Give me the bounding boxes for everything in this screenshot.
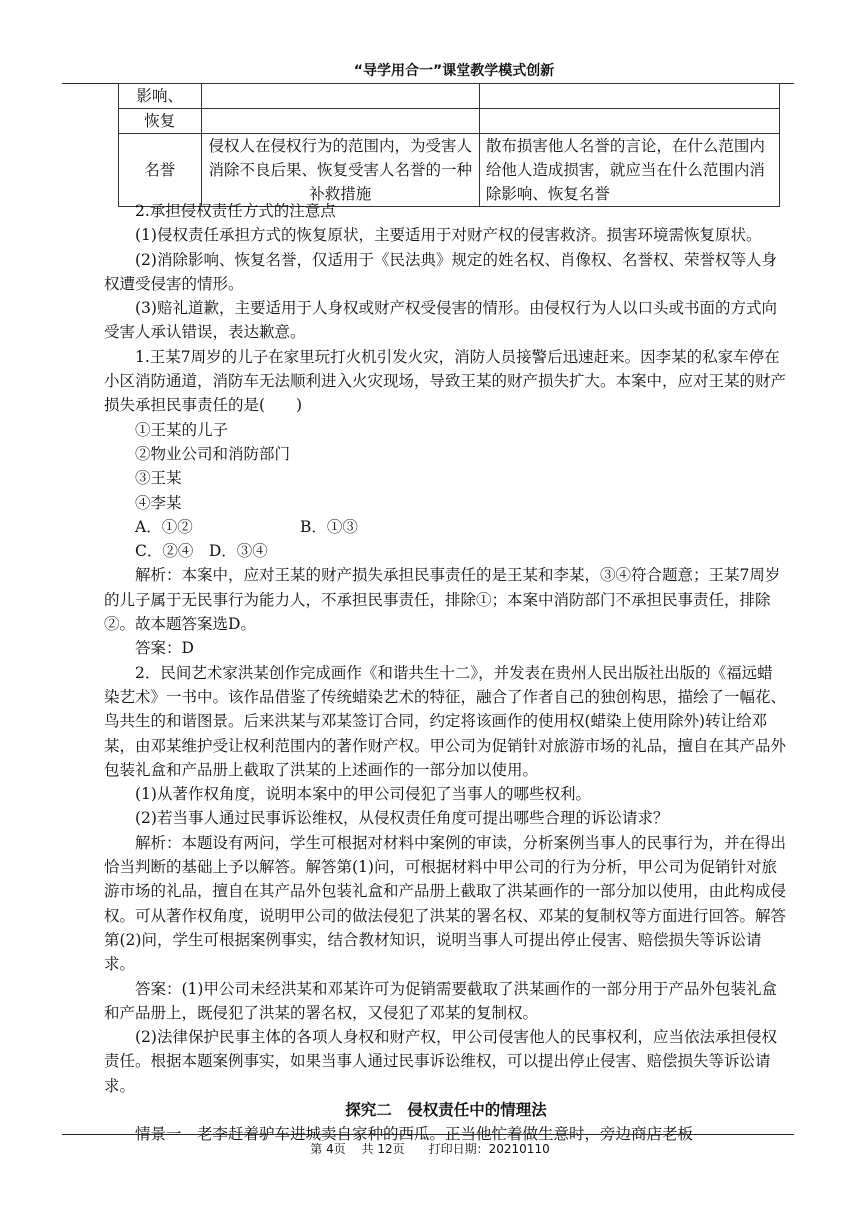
option-item: ④李某 [135, 493, 182, 512]
comparison-table [118, 83, 780, 207]
paragraph: (1)侵权责任承担方式的恢复原状，主要适用于对财产权的侵害救济。损害环境需恢复原状。 [135, 226, 762, 245]
option-item: ①王某的儿子 [135, 420, 229, 439]
analysis-1: 解析：本案中，应对王某的财产损失承担民事责任的是王某和李某，③④符合题意；王某7周岁的儿子属于无民事行为能力人，不承担民事责任，排除①；本案中消防部门不承担民事责任，排除②。故本题答案选D。 [104, 566, 781, 634]
analysis-2: 解析：本题设有两问，学生可根据对材料中案例的审读，分析案例当事人的民事行为，并在得出恰当判断的基础上予以解答。解答第(1)问，可根据材料中甲公司的行为分析，甲公司为促销针对旅游市场的礼品，擅自在其产品外包装礼盒和产品册上截取了洪某画作的一部分加以使用，由此构成侵权。可从著作权角度，说明甲公司的做法侵犯了洪某的署名权、邓某的复制权等方面进行回答。解答第(2)问，学生可根据案例事实，结合教材知识，说明当事人可提出停止侵害、赔偿损失等诉讼请求。 [104, 833, 787, 974]
table-cell [479, 109, 779, 134]
table-cell: 影响、 [119, 84, 202, 109]
choice-b: B．①③ [300, 517, 358, 536]
option-item: ②物业公司和消防部门 [135, 444, 291, 463]
answer-2-part-2: (2)法律保护民事主体的各项人身权和财产权，甲公司侵害他人的民事权利，应当依法承担侵权责任。根据本题案例事实，如果当事人通过民事诉讼维权，可以提出停止侵害、赔偿损失等诉讼请求。 [104, 1028, 777, 1095]
body-text [104, 199, 788, 1147]
subheading: 2.承担侵权责任方式的注意点 [135, 202, 336, 220]
table-row [119, 84, 780, 109]
section-title: 探究二 侵权责任中的情理法 [345, 1100, 547, 1119]
sub-question: (1)从著作权角度，说明本案中的甲公司侵犯了当事人的哪些权利。 [135, 785, 591, 804]
table-cell [201, 109, 479, 134]
option-item: ③王某 [135, 469, 182, 488]
scenario-text: 情景一 老李赶着驴车进城卖自家种的西瓜。正当他忙着做生意时，旁边商店老板 [135, 1125, 694, 1144]
page-header: “导学用合一”课堂教学模式创新 [353, 63, 555, 79]
choice-cd: C．②④ D．③④ [135, 542, 268, 561]
choice-a: A．①② [135, 517, 193, 536]
question-2: 2．民间艺术家洪某创作完成画作《和谐共生十二》，并发表在贵州人民出版社出版的《福远蜡染艺术》一书中。该作品借鉴了传统蜡染艺术的特征，融合了作者自己的独创构思，描绘了一幅花、鸟共生的和谐图景。后来洪某与邓某签订合同，约定将该画作的使用权(蜡染上使用除外)转让给邓某，由邓某维护受让权利范围内的著作财产权。甲公司为促销针对旅游市场的礼品，擅自在其产品外包装礼盒和产品册上截取了洪某的上述画作的一部分加以使用。 [104, 663, 787, 779]
table-cell [479, 84, 779, 109]
table-cell [201, 84, 479, 109]
answer-2: 答案：(1)甲公司未经洪某和邓某许可为促销需要截取了洪某画作的一部分用于产品外包装礼盒和产品册上，既侵犯了洪某的署名权，又侵犯了邓某的复制权。 [104, 979, 777, 1022]
question-1: 1.王某7周岁的儿子在家里玩打火机引发火灾，消防人员接警后迅速赶来。因李某的私家车停在小区消防通道，消防车无法顺利进入火灾现场，导致王某的财产损失扩大。本案中，应对王某的财产损失承担民事责任的是( ) [104, 347, 787, 415]
footer-rule [62, 1134, 794, 1135]
choice-row [104, 515, 788, 539]
table-row [119, 134, 780, 207]
table-cell: 名誉 [119, 134, 202, 207]
table-row [119, 109, 780, 134]
paragraph: (2)消除影响、恢复名誉，仅适用于《民法典》规定的姓名权、肖像权、名誉权、荣誉权等人身权遭受侵害的情形。 [104, 250, 777, 293]
page-footer: 第 4页 共 12页 打印日期：20210110 [310, 1142, 550, 1156]
sub-question: (2)若当事人通过民事诉讼维权，从侵权责任角度可提出哪些合理的诉讼请求？ [135, 809, 669, 828]
table-cell: 恢复 [119, 109, 202, 134]
answer-1: 答案：D [135, 639, 194, 658]
table-cell: 散布损害他人名誉的言论，在什么范围内给他人造成损害，就应当在什么范围内消除影响、恢复名誉 [479, 134, 779, 207]
paragraph: (3)赔礼道歉，主要适用于人身权或财产权受侵害的情形。由侵权行为人以口头或书面的方式向受害人承认错误，表达歉意。 [104, 299, 777, 342]
table-cell: 侵权人在侵权行为的范围内，为受害人消除不良后果、恢复受害人名誉的一种补救措施 [201, 134, 479, 207]
